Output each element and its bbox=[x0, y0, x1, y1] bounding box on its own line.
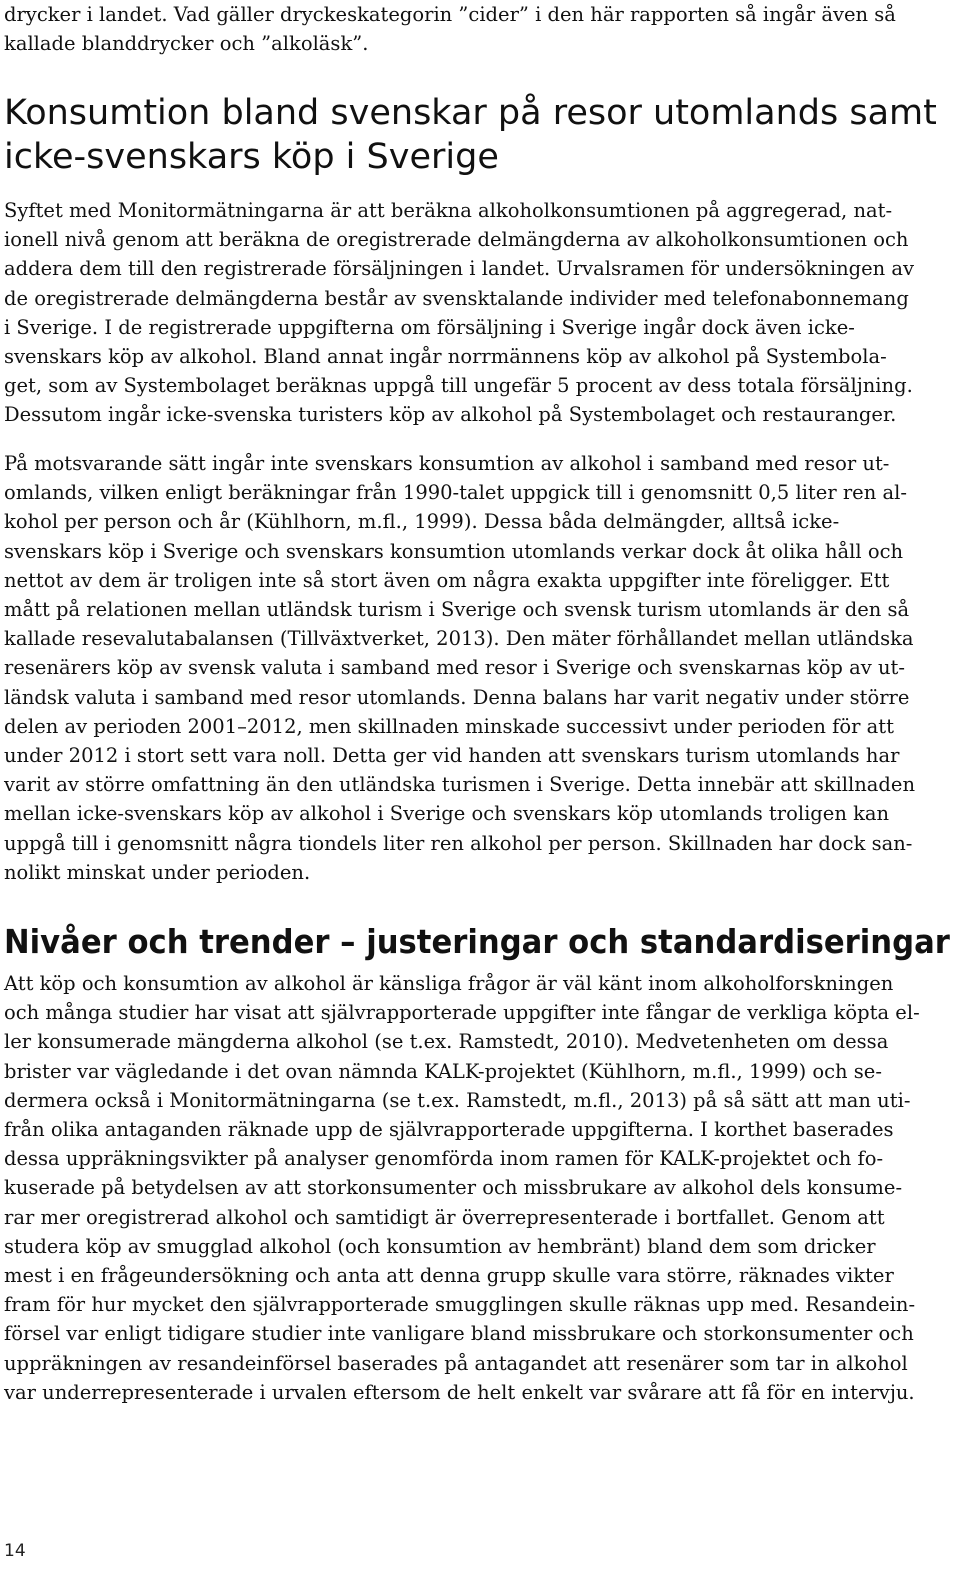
text-line: addera dem till den registrerade försäljningen i landet. Urvalsramen för undersökningen av bbox=[4, 257, 915, 281]
text-line: resenärers köp av svensk valuta i samband med resor i Sverige och svenskarnas köp av ut- bbox=[4, 656, 905, 680]
text-line: var underrepresenterade i urvalen eftersom de helt enkelt var svårare att få för en intervju. bbox=[4, 1380, 915, 1404]
text-line: dessa uppräkningsvikter på analyser genomförda inom ramen för KALK-projektet och fo- bbox=[4, 1147, 884, 1171]
text-line: Att köp och konsumtion av alkohol är känsliga frågor är väl känt inom alkoholforskningen bbox=[4, 972, 894, 995]
paragraph-adjustments bbox=[4, 969, 920, 1407]
text-line: svenskars köp av alkohol. Bland annat ingår norrmännens köp av alkohol på Systembola- bbox=[4, 345, 887, 369]
text-line: mellan icke-svenskars köp av alkohol i Sverige och svenskars köp utomlands troligen kan bbox=[4, 802, 890, 826]
text-line: rar mer oregistrerad alkohol och samtidigt är överrepresenterade i bortfallet. Genom att bbox=[4, 1205, 885, 1229]
text-line: På motsvarande sätt ingår inte svenskars konsumtion av alkohol i samband med resor ut- bbox=[4, 452, 890, 475]
text-line: brister var vägledande i det ovan nämnda KALK-projektet (Kühlhorn, m.fl., 1999) och se- bbox=[4, 1059, 882, 1083]
text-line: mest i en frågeundersökning och anta att denna grupp skulle vara större, räknades vikter bbox=[4, 1264, 894, 1288]
text-line: svenskars köp i Sverige och svenskars konsumtion utomlands verkar dock åt olika håll och bbox=[4, 539, 904, 563]
text-line: under 2012 i stort sett vara noll. Detta ger vid handen att svenskars turism utomlands har bbox=[4, 744, 900, 768]
text-line: fram för hur mycket den självrapporterade smugglingen skulle räknas upp med. Resandein- bbox=[4, 1293, 916, 1317]
text-line: uppräkningen av resandeinförsel baserades på antagandet att resenärer som tar in alkohol bbox=[4, 1351, 908, 1375]
text-line: kallade resevalutabalansen (Tillväxtverket, 2013). Den mäter förhållandet mellan utländska bbox=[4, 627, 914, 651]
page-number: 14 bbox=[4, 1541, 26, 1561]
text-line: ionell nivå genom att beräkna de oregistrerade delmängderna av alkoholkonsumtionen och bbox=[4, 228, 909, 252]
text-line: Syftet med Monitormätningarna är att beräkna alkoholkonsumtionen på aggregerad, nat- bbox=[4, 199, 893, 222]
text-line: dermera också i Monitormätningarna (se t.ex. Ramstedt, m.fl., 2013) på så sätt att man uti- bbox=[4, 1088, 911, 1112]
text-line: de oregistrerade delmängderna består av svensktalande individer med telefonabonnemang bbox=[4, 286, 909, 310]
text-line: i Sverige. I de registrerade uppgifterna om försäljning i Sverige ingår dock även icke- bbox=[4, 315, 855, 339]
text-line: uppgå till i genomsnitt några tiondels liter ren alkohol per person. Skillnaden har dock san- bbox=[4, 831, 913, 855]
section-heading-levels-trends: Nivåer och trender – justeringar och standardiseringar bbox=[4, 922, 950, 961]
heading-line: icke-svenskars köp i Sverige bbox=[4, 137, 499, 177]
text-line: mått på relationen mellan utländsk turism i Sverige och svensk turism utomlands är den så bbox=[4, 598, 910, 622]
text-line: nettot av dem är troligen inte så stort även om några exakta uppgifter inte föreligger. Ett bbox=[4, 568, 890, 592]
text-line: delen av perioden 2001–2012, men skillnaden minskade successivt under perioden för att bbox=[4, 714, 894, 738]
text-line: omlands, vilken enligt beräkningar från 1990-talet uppgick till i genomsnitt 0,5 liter ren al- bbox=[4, 481, 907, 505]
paragraph-monitor-purpose bbox=[4, 196, 914, 430]
text-line: ländsk valuta i samband med resor utomlands. Denna balans har varit negativ under större bbox=[4, 685, 910, 709]
text-line: kuserade på betydelsen av att storkonsumenter och missbrukare av alkohol dels konsume- bbox=[4, 1176, 903, 1200]
paragraph-travel-balance bbox=[4, 449, 915, 887]
text-line: studera köp av smugglad alkohol (och konsumtion av hembränt) bland dem som dricker bbox=[4, 1234, 876, 1258]
heading-line: Konsumtion bland svenskar på resor utomlands samt bbox=[4, 93, 937, 133]
section-heading-consumption-abroad bbox=[4, 91, 937, 179]
text-line: kohol per person och år (Kühlhorn, m.fl., 1999). Dessa båda delmängder, alltså icke- bbox=[4, 510, 840, 534]
text-line: försel var enligt tidigare studier inte vanligare bland missbrukare och storkonsumenter och bbox=[4, 1322, 914, 1346]
text-line: och många studier har visat att självrapporterade uppgifter inte fångar de verkliga köpta el- bbox=[4, 1001, 920, 1025]
text-line: nolikt minskat under perioden. bbox=[4, 860, 311, 884]
text-line: Dessutom ingår icke-svenska turisters köp av alkohol på Systembolaget och restauranger. bbox=[4, 403, 897, 427]
text-line: ler konsumerade mängderna alkohol (se t.ex. Ramstedt, 2010). Medvetenheten om dessa bbox=[4, 1030, 889, 1054]
text-line: varit av större omfattning än den utländska turismen i Sverige. Detta innebär att skillnaden bbox=[4, 773, 915, 797]
text-line: kallade blanddrycker och ”alkoläsk”. bbox=[4, 32, 369, 56]
text-line: get, som av Systembolaget beräknas uppgå till ungefär 5 procent av dess totala försäljning. bbox=[4, 374, 913, 398]
text-line: drycker i landet. Vad gäller dryckeskategorin ”cider” i den här rapporten så ingår även så bbox=[4, 3, 896, 26]
text-line: från olika antaganden räknade upp de självrapporterade uppgifterna. I korthet baserades bbox=[4, 1118, 894, 1142]
intro-paragraph bbox=[4, 0, 896, 58]
